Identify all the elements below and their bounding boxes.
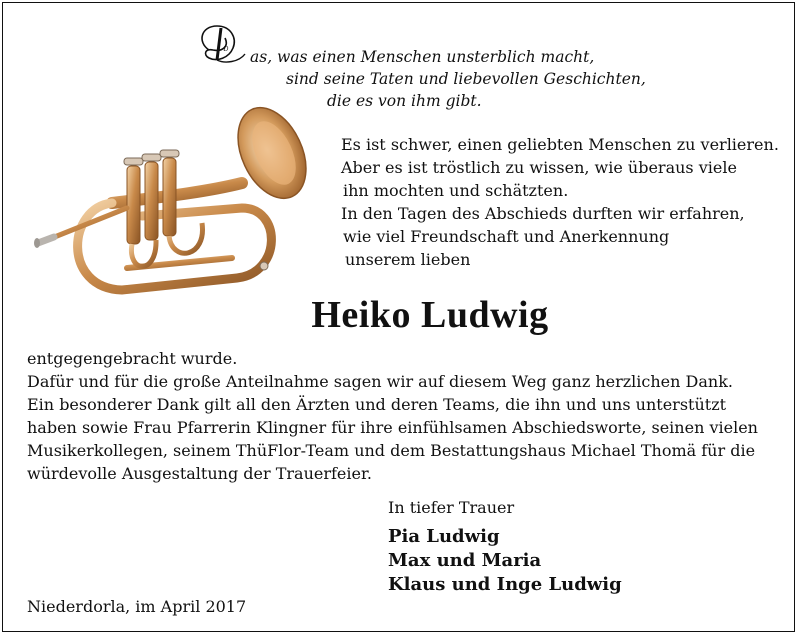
- intro-line: Aber es ist tröstlich zu wissen, wie überaus viele: [341, 158, 737, 177]
- intro-line: wie viel Freundschaft und Anerkennung: [343, 227, 670, 246]
- signer-name: Max und Maria: [388, 550, 542, 571]
- body-line: haben sowie Frau Pfarrerin Klingner für ihre einfühlsamen Abschiedsworte, seinen vielen: [27, 418, 758, 437]
- svg-text:D: D: [223, 46, 229, 53]
- body-line: Dafür und für die große Anteilnahme sagen wir auf diesem Weg ganz herzlichen Dank.: [27, 372, 733, 391]
- intro-line: ihn mochten und schätzten.: [343, 181, 569, 200]
- body-line: Ein besonderer Dank gilt all den Ärzten und deren Teams, die ihn und uns unterstützt: [27, 395, 727, 414]
- intro-line: In den Tagen des Abschieds durften wir erfahren,: [341, 204, 745, 223]
- body-text: [27, 347, 758, 485]
- signer-name: Klaus und Inge Ludwig: [388, 574, 622, 595]
- place-date: Niederdorla, im April 2017: [27, 597, 247, 616]
- intro-line: unserem lieben: [345, 250, 471, 269]
- signer-name: Pia Ludwig: [388, 526, 500, 547]
- signers: [388, 525, 622, 597]
- body-line: Musikerkollegen, seinem ThüFlor-Team und dem Bestattungshaus Michael Thomä für die: [27, 441, 756, 460]
- decorative-initial-d: [195, 20, 255, 66]
- flugelhorn-icon: [32, 98, 322, 308]
- body-line: entgegengebracht wurde.: [27, 349, 238, 368]
- intro-text: [341, 133, 779, 271]
- deceased-name: Heiko Ludwig: [311, 294, 549, 336]
- quote-line: die es von ihm gibt.: [327, 92, 482, 110]
- body-line: würdevolle Ausgestaltung der Trauerfeier.: [27, 464, 372, 483]
- quote-line: sind seine Taten und liebevollen Geschichten,: [286, 70, 646, 88]
- mourning-label: In tiefer Trauer: [388, 498, 515, 517]
- quote-line: as, was einen Menschen unsterblich macht,: [250, 48, 595, 66]
- intro-line: Es ist schwer, einen geliebten Menschen zu verlieren.: [341, 135, 779, 154]
